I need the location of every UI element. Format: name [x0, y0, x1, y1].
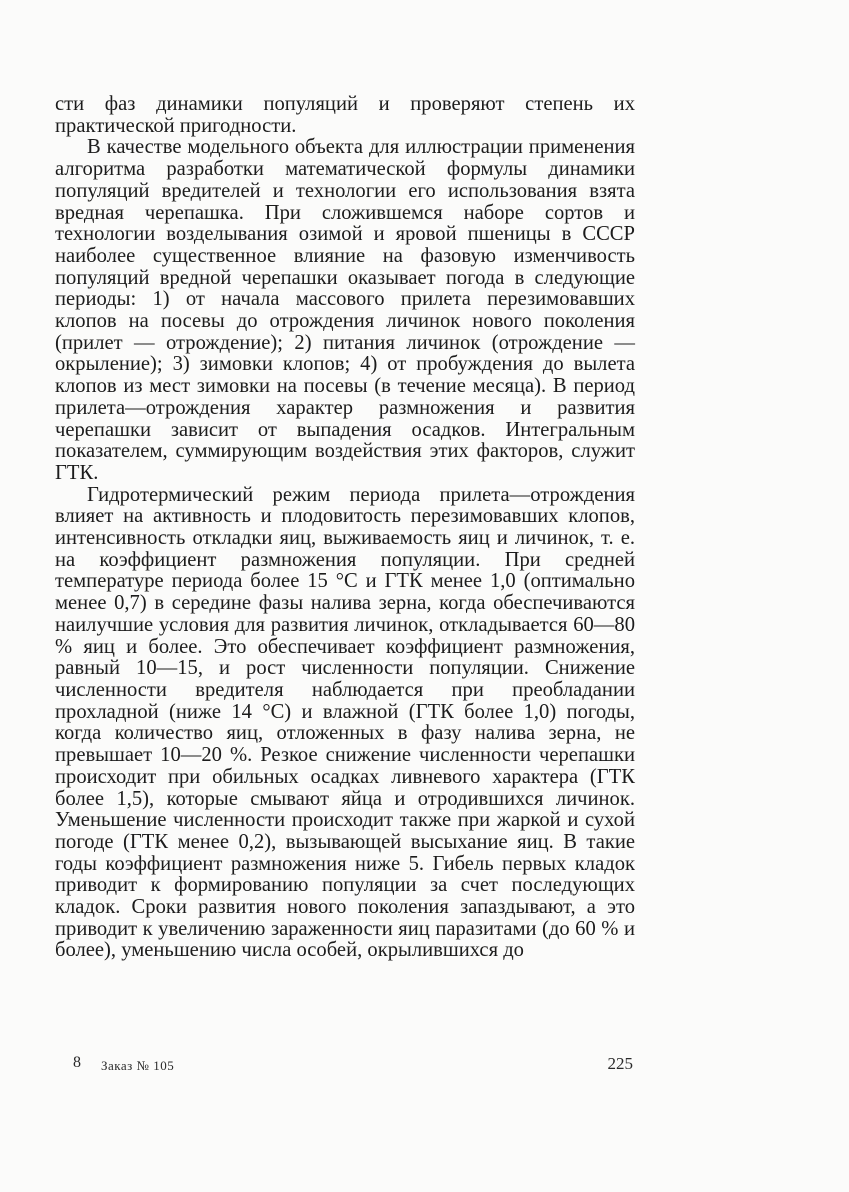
paragraph-continuation: сти фаз динамики популяций и проверяют степень их практической пригодности. [55, 93, 635, 137]
page-number: 225 [607, 1054, 633, 1073]
page-footer [73, 1054, 633, 1080]
page-body [55, 94, 635, 962]
order-number: Заказ № 105 [101, 1058, 175, 1073]
paragraph-hydrothermal-regime: Гидротермический режим периода прилета—отрождения влияет на активность и плодовитость перезимовавших клопов, интенсивность откладки яиц, выживаемость яиц и личинок, т. е. на коэффициент размножения популяции. При средней температуре периода более 15 °С и ГТК менее 1,0 (оптимально менее 0,7) в середине фазы налива зерна, когда обеспечиваются наилучшие условия для развития личинок, откладывается 60—80 % яиц и более. Это обеспечивает коэффициент размножения, равный 10—15, и рост численности популяции. Снижение численности вредителя наблюдается при преобладании прохладной (ниже 14 °С) и влажной (ГТК более 1,0) погоды, когда количество яиц, отложенных в фазу налива зерна, не превышает 10—20 %. Резкое снижение численности черепашки происходит при обильных осадках ливневого характера (ГТК более 1,5), которые смывают яйца и отродившихся личинок. Уменьшение численности происходит также при жаркой и сухой погоде (ГТК менее 0,2), вызывающей высыхание яиц. В такие годы коэффициент размножения ниже 5. Гибель первых кладок приводит к формированию популяции за счет последующих кладок. Сроки развития нового поколения запаздывают, а это приводит к увеличению зараженности яиц паразитами (до 60 % и более), уменьшению числа особей, окрылившихся до [55, 483, 635, 962]
paragraph-model-object: В качестве модельного объекта для иллюстрации применения алгоритма разработки математической формулы динамики популяций вредителей и технологии его использования взята вредная черепашка. При сложившемся наборе сортов и технологии возделывания озимой и яровой пшеницы в СССР наиболее существенное влияние на фазовую изменчивость популяций вредной черепашки оказывает погода в следующие периоды: 1) от начала массового прилета перезимовавших клопов на посевы до отрождения личинок нового поколения (прилет — отрождение); 2) питания личинок (отрождение — окрыление); 3) зимовки клопов; 4) от пробуждения до вылета клопов из мест зимовки на посевы (в течение месяца). В период прилета—отрождения характер размножения и развития черепашки зависит от выпадения осадков. Интегральным показателем, суммирующим воздействия этих факторов, служит ГТК. [55, 136, 635, 484]
signature-number: 8 [73, 1054, 81, 1071]
